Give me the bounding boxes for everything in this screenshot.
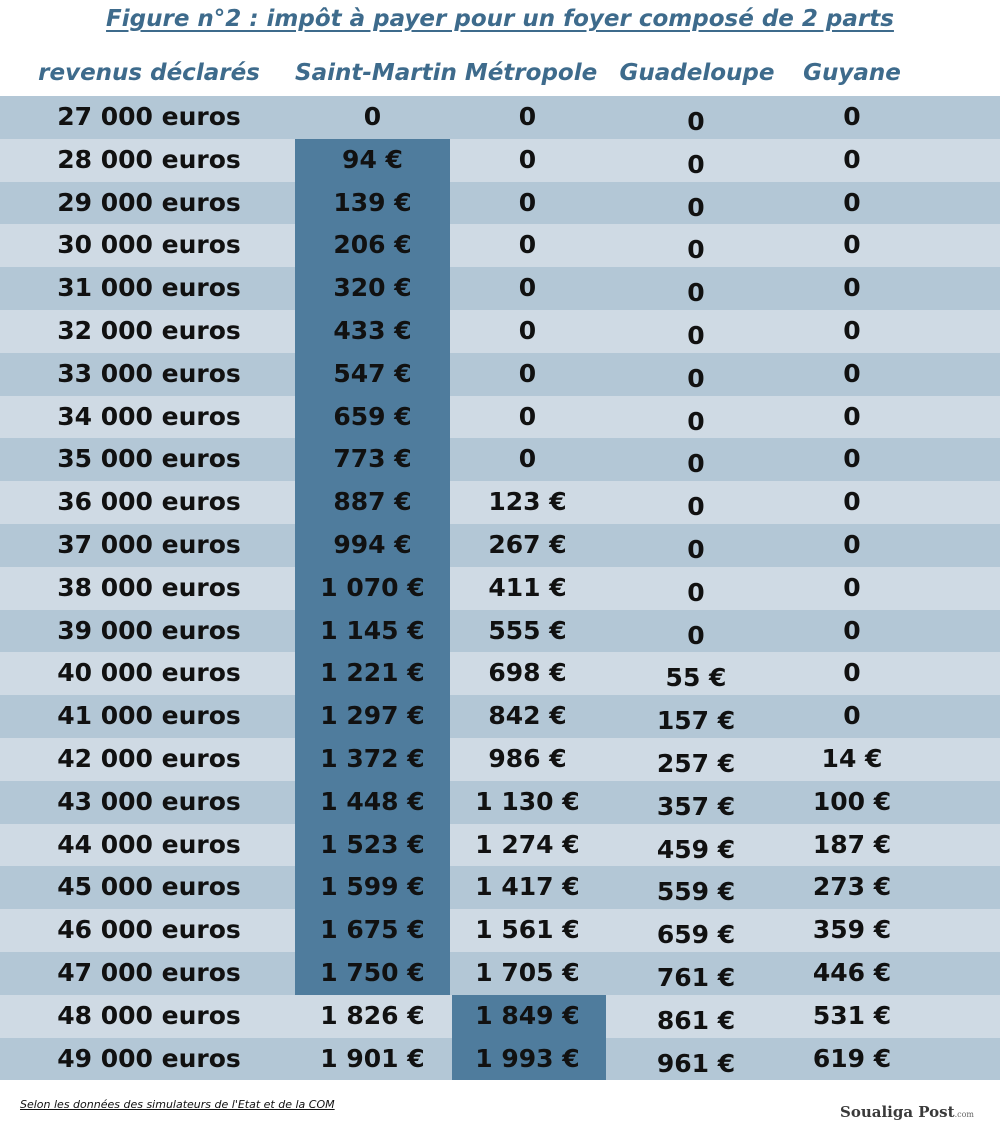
cell-revenus: 40 000 euros xyxy=(57,658,241,688)
cell-metropole: 0 xyxy=(518,401,537,431)
cell-metropole: 0 xyxy=(518,230,537,260)
cell-guyane: 0 xyxy=(843,187,861,217)
cell-metropole: 0 xyxy=(518,273,537,303)
cell-guyane: 0 xyxy=(843,530,861,559)
cell-guyane: 0 xyxy=(843,102,861,131)
cell-guadeloupe: 0 xyxy=(687,321,705,350)
source-note: Selon les données des simulateurs de l'Etat et de la COM xyxy=(20,1098,335,1111)
cell-metropole: 1 705 € xyxy=(475,958,580,987)
cell-guadeloupe: 0 xyxy=(687,620,705,650)
cell-guadeloupe: 157 € xyxy=(656,706,736,736)
header-guadeloupe: Guadeloupe xyxy=(619,60,775,86)
cell-metropole: 411 € xyxy=(488,572,567,602)
cell-metropole: 698 € xyxy=(488,658,567,688)
cell-saint-martin: 659 € xyxy=(333,401,412,431)
cell-revenus: 30 000 euros xyxy=(57,230,241,260)
cell-revenus: 36 000 euros xyxy=(57,487,241,517)
tax-table xyxy=(0,96,1000,1080)
cell-saint-martin: 1 523 € xyxy=(320,829,425,859)
cell-saint-martin: 139 € xyxy=(333,187,412,217)
cell-guyane: 531 € xyxy=(812,1000,892,1030)
cell-guadeloupe: 0 xyxy=(687,107,705,136)
cell-revenus: 37 000 euros xyxy=(57,530,241,559)
cell-metropole: 0 xyxy=(518,102,537,131)
cell-guyane: 0 xyxy=(843,444,861,474)
cell-guyane: 0 xyxy=(843,358,861,388)
cell-metropole: 267 € xyxy=(488,530,567,559)
cell-metropole: 1 274 € xyxy=(475,829,580,859)
cell-guyane: 359 € xyxy=(812,915,892,945)
cell-saint-martin: 1 372 € xyxy=(320,744,425,773)
cell-saint-martin: 887 € xyxy=(333,487,412,517)
cell-metropole: 123 € xyxy=(488,487,567,517)
cell-metropole: 1 417 € xyxy=(475,872,580,902)
cell-revenus: 32 000 euros xyxy=(57,316,241,345)
cell-revenus: 42 000 euros xyxy=(57,744,241,773)
cell-guadeloupe: 0 xyxy=(687,149,705,179)
figure-title: Figure n°2 : impôt à payer pour un foyer composé de 2 parts xyxy=(106,6,894,32)
cell-guadeloupe: 55 € xyxy=(665,663,727,693)
header-metropole: Métropole xyxy=(464,60,598,86)
cell-saint-martin: 1 901 € xyxy=(320,1043,425,1073)
header-saint-martin: Saint-Martin xyxy=(295,60,457,86)
cell-saint-martin: 94 € xyxy=(342,144,403,174)
header-guyane: Guyane xyxy=(803,60,901,86)
cell-revenus: 45 000 euros xyxy=(57,872,241,902)
cell-revenus: 48 000 euros xyxy=(57,1000,241,1030)
logo-text: Soualiga Post xyxy=(840,1103,955,1121)
cell-saint-martin: 0 xyxy=(363,102,382,131)
cell-saint-martin: 547 € xyxy=(333,358,412,388)
cell-metropole: 842 € xyxy=(488,701,567,731)
cell-revenus: 27 000 euros xyxy=(57,102,241,131)
cell-guadeloupe: 861 € xyxy=(656,1005,736,1035)
cell-revenus: 46 000 euros xyxy=(57,915,241,945)
cell-saint-martin: 773 € xyxy=(333,444,412,474)
cell-saint-martin: 994 € xyxy=(333,530,412,559)
cell-guadeloupe: 559 € xyxy=(656,877,736,907)
cell-metropole: 0 xyxy=(518,444,537,474)
cell-metropole: 1 993 € xyxy=(475,1043,580,1073)
cell-revenus: 49 000 euros xyxy=(57,1043,241,1073)
cell-guyane: 0 xyxy=(843,230,861,260)
cell-guyane: 446 € xyxy=(812,958,892,987)
cell-guyane: 0 xyxy=(843,273,861,303)
cell-saint-martin: 433 € xyxy=(333,316,412,345)
cell-guyane: 0 xyxy=(843,144,861,174)
cell-guyane: 0 xyxy=(843,487,861,517)
cell-saint-martin: 206 € xyxy=(333,230,412,260)
cell-guadeloupe: 459 € xyxy=(656,834,736,864)
cell-guadeloupe: 0 xyxy=(687,278,705,308)
cell-guyane: 0 xyxy=(843,572,861,602)
cell-metropole: 0 xyxy=(518,316,537,345)
cell-guadeloupe: 659 € xyxy=(656,920,736,950)
cell-revenus: 41 000 euros xyxy=(57,701,241,731)
cell-saint-martin: 1 826 € xyxy=(320,1000,425,1030)
cell-revenus: 28 000 euros xyxy=(57,144,241,174)
cell-revenus: 35 000 euros xyxy=(57,444,241,474)
cell-revenus: 47 000 euros xyxy=(57,958,241,987)
cell-guyane: 187 € xyxy=(812,829,892,859)
cell-metropole: 1 561 € xyxy=(475,915,580,945)
cell-guyane: 619 € xyxy=(812,1043,892,1073)
cell-guadeloupe: 0 xyxy=(687,535,705,564)
cell-revenus: 43 000 euros xyxy=(57,786,241,816)
cell-guyane: 14 € xyxy=(821,744,883,773)
cell-metropole: 555 € xyxy=(488,615,567,645)
cell-metropole: 0 xyxy=(518,144,537,174)
cell-metropole: 0 xyxy=(518,358,537,388)
cell-guadeloupe: 0 xyxy=(687,235,705,265)
cell-guyane: 273 € xyxy=(812,872,892,902)
cell-guadeloupe: 0 xyxy=(687,192,705,222)
cell-saint-martin: 1 145 € xyxy=(320,615,425,645)
cell-saint-martin: 1 599 € xyxy=(320,872,425,902)
cell-revenus: 33 000 euros xyxy=(57,358,241,388)
cell-saint-martin: 1 070 € xyxy=(320,572,425,602)
cell-guadeloupe: 257 € xyxy=(656,749,736,778)
cell-guyane: 0 xyxy=(843,316,861,345)
column-headers xyxy=(0,56,1000,90)
cell-guyane: 0 xyxy=(843,401,861,431)
cell-guyane: 100 € xyxy=(812,786,892,816)
cell-revenus: 44 000 euros xyxy=(57,829,241,859)
cell-saint-martin: 320 € xyxy=(333,273,412,303)
header-revenus: revenus déclarés xyxy=(38,60,260,86)
cell-revenus: 29 000 euros xyxy=(57,187,241,217)
cell-guadeloupe: 0 xyxy=(687,577,705,607)
cell-guadeloupe: 761 € xyxy=(656,963,736,992)
cell-guadeloupe: 961 € xyxy=(656,1048,736,1078)
cell-revenus: 38 000 euros xyxy=(57,572,241,602)
cell-saint-martin: 1 221 € xyxy=(320,658,425,688)
cell-guadeloupe: 0 xyxy=(687,492,705,522)
cell-guadeloupe: 357 € xyxy=(656,791,736,821)
cell-guadeloupe: 0 xyxy=(687,363,705,393)
cell-metropole: 1 849 € xyxy=(475,1000,580,1030)
cell-metropole: 0 xyxy=(518,187,537,217)
cell-guyane: 0 xyxy=(843,658,861,688)
cell-guyane: 0 xyxy=(843,615,861,645)
logo-suffix: .com xyxy=(954,1110,974,1119)
cell-guyane: 0 xyxy=(843,701,861,731)
cell-revenus: 39 000 euros xyxy=(57,615,241,645)
cell-guadeloupe: 0 xyxy=(687,449,705,479)
cell-revenus: 31 000 euros xyxy=(57,273,241,303)
cell-saint-martin: 1 675 € xyxy=(320,915,425,945)
soualiga-post-logo xyxy=(840,1103,974,1121)
cell-guadeloupe: 0 xyxy=(687,406,705,436)
cell-saint-martin: 1 297 € xyxy=(320,701,425,731)
cell-saint-martin: 1 448 € xyxy=(320,786,425,816)
cell-metropole: 1 130 € xyxy=(475,786,580,816)
cell-saint-martin: 1 750 € xyxy=(320,958,425,987)
cell-metropole: 986 € xyxy=(488,744,567,773)
cell-revenus: 34 000 euros xyxy=(57,401,241,431)
